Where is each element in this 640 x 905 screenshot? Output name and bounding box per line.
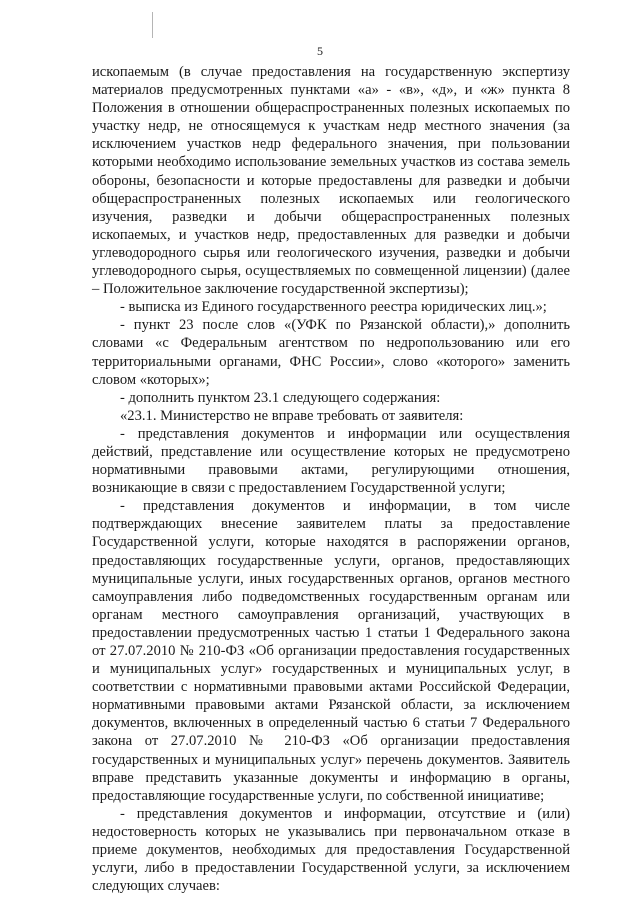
list-item: - дополнить пунктом 23.1 следующего содержания:	[120, 389, 441, 406]
scan-margin-line	[152, 12, 153, 38]
paragraph: «23.1. Министерство не вправе требовать от заявителя:	[120, 407, 464, 424]
list-item: - выписка из Единого государственного реестра юридических лиц.»;	[120, 299, 547, 316]
list-item: - представления документов и информации, в том числе подтверждающих внесение заявителем платы за предоставление Государственной услуги, которые находятся в распоряжении органов, предоставляющих государственные услуги, органов, предоставляющих муниципальные услуги, иных государственных органов, органов местного самоуправления либо подведомственных государственным органам или органам местного самоуправления организаций, участвующих в предоставлении предусмотренных частью 1 статьи 1 Федерального закона от 27.07.2010 № 210-ФЗ «Об организации предоставления государственных и муниципальных услуг» государственных и муниципальных услуг, в соответствии с нормативными правовыми актами Российской Федерации, нормативными правовыми актами Рязанской области, за исключением документов, включенных в определенный частью 6 статьи 7 Федерального закона от 27.07.2010 № 210-ФЗ «Об организации предоставления государственных и муниципальных услуг» перечень документов. Заявитель вправе представить указанные документы и информацию в органы, предоставляющие государственные услуги, по собственной инициативе;	[92, 498, 570, 804]
list-item: - пункт 23 после слов «(УФК по Рязанской области),» дополнить словами «с Федеральным агентством по недропользованию или его территориальными органами, ФНС России», слово «которого» заменить словом «которых»;	[92, 317, 570, 388]
page-number: 5	[317, 44, 323, 58]
document-body	[92, 63, 570, 895]
list-item: - представления документов и информации или осуществления действий, представление или осуществление которых не предусмотрено нормативными правовыми актами, регулирующими отношения, возникающие в связи с предоставлением Государственной услуги;	[92, 425, 570, 497]
list-item: - представления документов и информации, отсутствие и (или) недостоверность которых не указывались при первоначальном отказе в приеме документов, необходимых для предоставления Государственной услуги, либо в предоставлении Государственной услуги, за исключением следующих случаев:	[92, 805, 570, 895]
paragraph: ископаемым (в случае предоставления на государственную экспертизу материалов предусмотренных пунктами «а» - «в», «д», и «ж» пункта 8 Положения в отношении общераспространенных полезных ископаемых по участку недр, не относящемуся к участкам недр местного значения (за исключением участков недр федерального значения, при пользовании которыми необходимо использование земельных участков из состава земель обороны, безопасности и которые предоставлены для разведки и добычи общераспространенных полезных ископаемых или геологического изучения, разведки и добычи общераспространенных полезных ископаемых, и участков недр, предоставленных для разведки и добычи углеводородного сырья или геологического изучения, разведки и добычи углеводородного сырья, осуществляемых по совмещенной лицензии) (далее – Положительное заключение государственной экспертизы);	[92, 64, 570, 298]
